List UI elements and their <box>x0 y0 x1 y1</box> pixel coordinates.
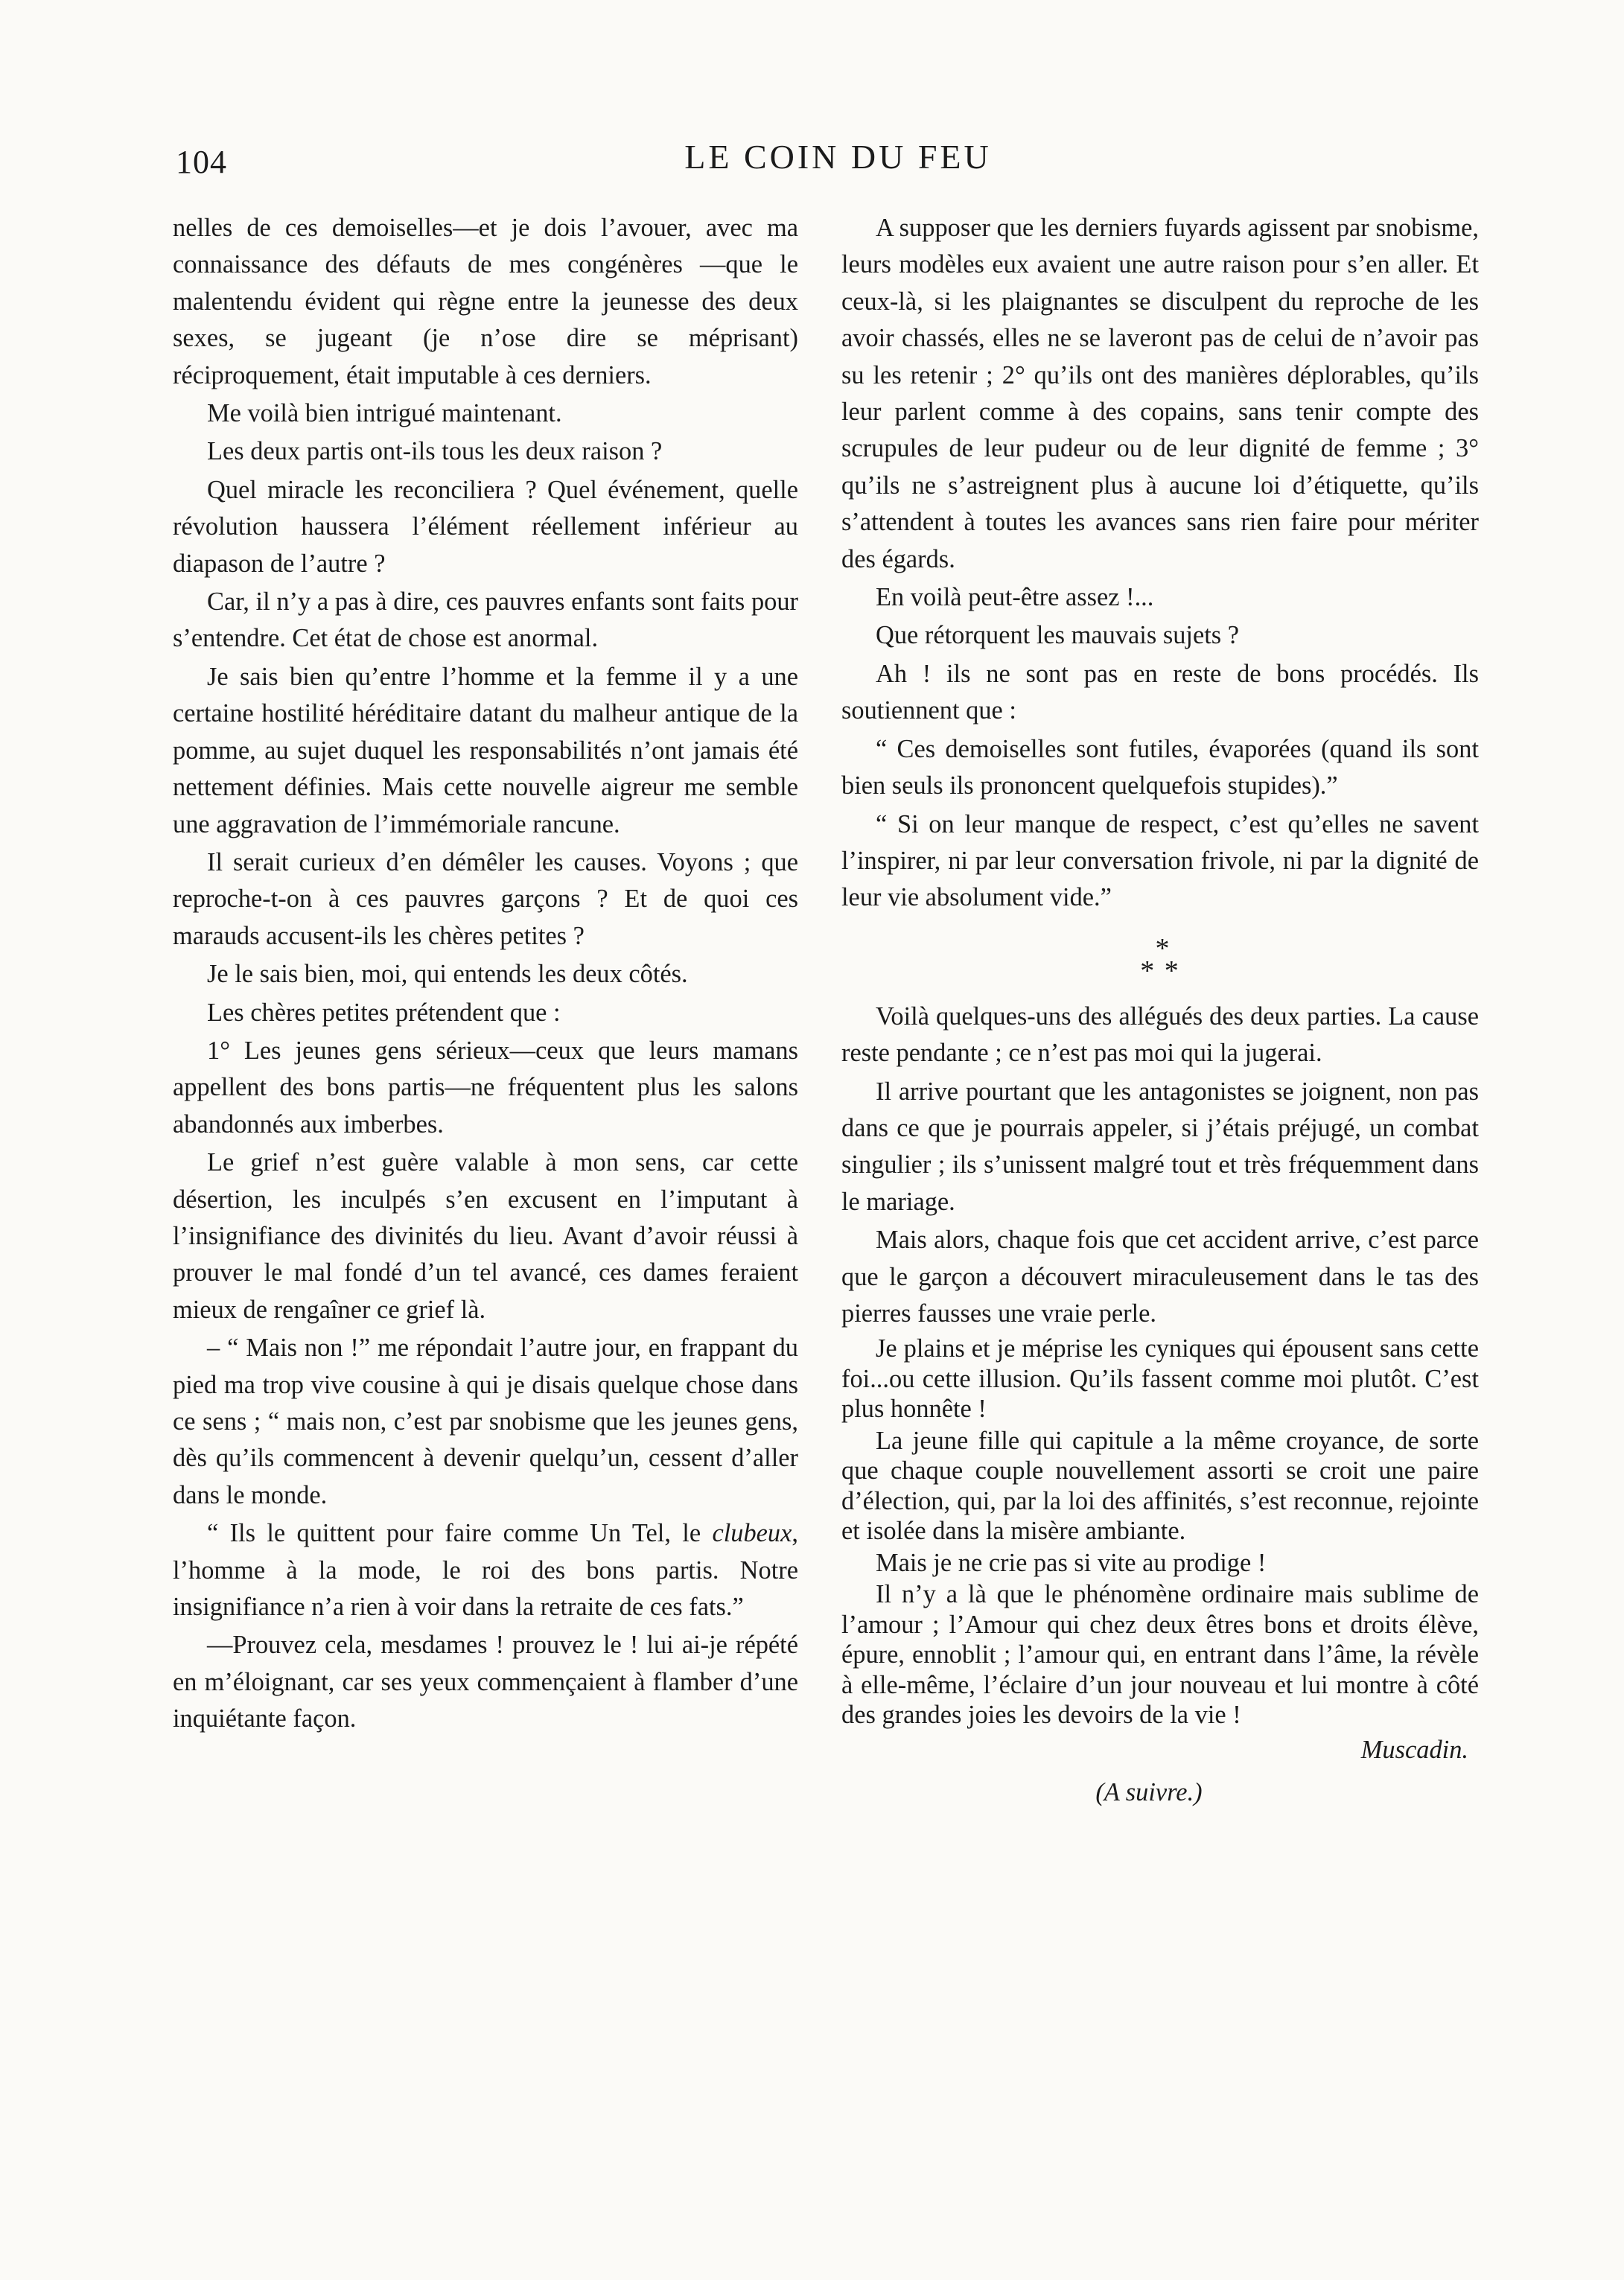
paragraph: “ Si on leur manque de respect, c’est qu’elles ne savent l’inspirer, ni par leur conversation frivole, ni par la dignité de leur vie absolument vide.” <box>841 809 1479 912</box>
text-span: , l’homme à la mode, le roi des bons partis. Notre insignifiance n’a rien à voir dans la retraite de ces fats.” <box>173 1519 798 1622</box>
paragraph: Il n’y a là que le phénomène ordinaire mais sublime de l’amour ; l’Amour qui chez deux êtres bons et droits élève, épure, ennoblit ; l’amour qui, en entrant dans l’âme, la révèle à elle-même, l’éclaire d’un jour nouveau et lui montre à côté des grandes joies les devoirs de la vie ! <box>841 1580 1479 1730</box>
paragraph: En voilà peut-être assez !... <box>876 583 1154 612</box>
paragraph: Mais je ne crie pas si vite au prodige ! <box>876 1548 1267 1577</box>
paragraph: Quel miracle les reconciliera ? Quel événement, quelle révolution haussera l’élément réellement inférieur au diapason de l’autre ? <box>173 475 798 578</box>
paragraph: Les deux partis ont-ils tous les deux raison ? <box>207 437 663 466</box>
paragraph: 1° Les jeunes gens sérieux—ceux que leurs mamans appellent des bons partis—ne fréquentent plus les salons abandonnés aux imberbes. <box>173 1036 798 1139</box>
paragraph: Je sais bien qu’entre l’homme et la femme il y a une certaine hostilité héréditaire datant du malheur antique de la pomme, au sujet duquel les responsabilités n’ont jamais été nettement définies. Mais cette nouvelle aigreur me semble une aggravation de l’immémoriale rancune. <box>173 662 798 838</box>
paragraph: A supposer que les derniers fuyards agissent par snobisme, leurs modèles eux avaient une autre raison pour s’en aller. Et ceux-là, si les plaignantes se disculpent du reproche de les avoir chassés, elles ne se laveront pas de celui de n’avoir pas su les retenir ; 2° qu’ils ont des manières déplorables, qu’ils leur parlent comme à des copains, sans tenir compte des scrupules de leur pudeur ou de leur dignité de femme ; 3° qu’ils ne s’astreignent plus à aucune loi d’étiquette, qu’ils s’attendent à toutes les avances sans rien faire pour mériter des égards. <box>841 214 1479 573</box>
paragraph: Les chères petites prétendent que : <box>207 998 561 1027</box>
paragraph: Le grief n’est guère valable à mon sens, car cette désertion, les inculpés s’en excusent en l’imputant à l’insignifiance des divinités du lieu. Avant d’avoir réussi à prouver le mal fondé d’un tel avancé, ces dames feraient mieux de rengaîner ce grief là. <box>173 1148 798 1324</box>
section-break-asterism <box>841 932 1479 987</box>
paragraph: Ah ! ils ne sont pas en reste de bons procédés. Ils soutiennent que : <box>841 659 1479 725</box>
paragraph: Que rétorquent les mauvais sujets ? <box>876 621 1240 650</box>
paragraph: “ Ces demoiselles sont futiles, évaporées (quand ils sont bien seuls ils prononcent quelquefois stupides).” <box>841 734 1479 800</box>
right-column <box>841 210 1479 1812</box>
paragraph: Je plains et je méprise les cyniques qui épousent sans cette foi...ou cette illusion. Qu’ils fassent comme moi plutôt. C’est plus honnête ! <box>841 1334 1479 1424</box>
paragraph: Me voilà bien intrigué maintenant. <box>207 399 562 428</box>
author-signature: Muscadin. <box>1360 1735 1468 1764</box>
running-head-title: LE COIN DU FEU <box>684 138 992 176</box>
paragraph: Voilà quelques-uns des allégués des deux parties. La cause reste pendante ; ce n’est pas moi qui la jugerai. <box>841 1002 1479 1068</box>
asterism-top: * <box>1155 932 1171 964</box>
paragraph: – “ Mais non !” me répondait l’autre jour, en frappant du pied ma trop vive cousine à qui je disais quelque chose dans ce sens ; “ mais non, c’est par snobisme que les jeunes gens, dès qu’ils commencent à devenir quelqu’un, cessent d’aller dans le monde. <box>173 1334 798 1509</box>
paragraph: Il arrive pourtant que les antagonistes se joignent, non pas dans ce que je pourrais appeler, si j’étais préjugé, un combat singulier ; ils s’unissent malgré tout et très fréquemment dans le mariage. <box>841 1077 1479 1216</box>
text-span: “ Ils le quittent pour faire comme Un Tel, le <box>207 1519 713 1548</box>
to-be-continued: (A suivre.) <box>1095 1778 1203 1807</box>
page-number: 104 <box>176 144 227 180</box>
paragraph: Car, il n’y a pas à dire, ces pauvres enfants sont faits pour s’entendre. Cet état de chose est anormal. <box>173 587 798 653</box>
left-column <box>173 210 798 1739</box>
paragraph: nelles de ces demoiselles—et je dois l’avouer, avec ma connaissance des défauts de mes congénères —que le malentendu évident qui règne entre la jeunesse des deux sexes, se jugeant (je n’ose dire se méprisant) réciproquement, était imputable à ces derniers. <box>173 214 798 389</box>
asterism-bottom: * * <box>1140 955 1180 987</box>
italic-word: clubeux <box>712 1519 792 1548</box>
paragraph: La jeune fille qui capitule a la même croyance, de sorte que chaque couple nouvellement assorti se croit une paire d’élection, qui, par la loi des affinités, s’est reconnue, rejointe et isolée dans la misère ambiante. <box>841 1426 1479 1546</box>
paragraph: Il serait curieux d’en démêler les causes. Voyons ; que reproche-t-on à ces pauvres garçons ? Et de quoi ces marauds accusent-ils les chères petites ? <box>173 847 798 950</box>
paragraph: Mais alors, chaque fois que cet accident arrive, c’est parce que le garçon a découvert miraculeusement dans le tas des pierres fausses une vraie perle. <box>841 1226 1479 1328</box>
paragraph: —Prouvez cela, mesdames ! prouvez le ! lui ai-je répété en m’éloignant, car ses yeux commençaient à flamber d’une inquiétante façon. <box>173 1631 798 1733</box>
paragraph: Je le sais bien, moi, qui entends les deux côtés. <box>207 960 688 989</box>
paragraph <box>173 1515 798 1625</box>
